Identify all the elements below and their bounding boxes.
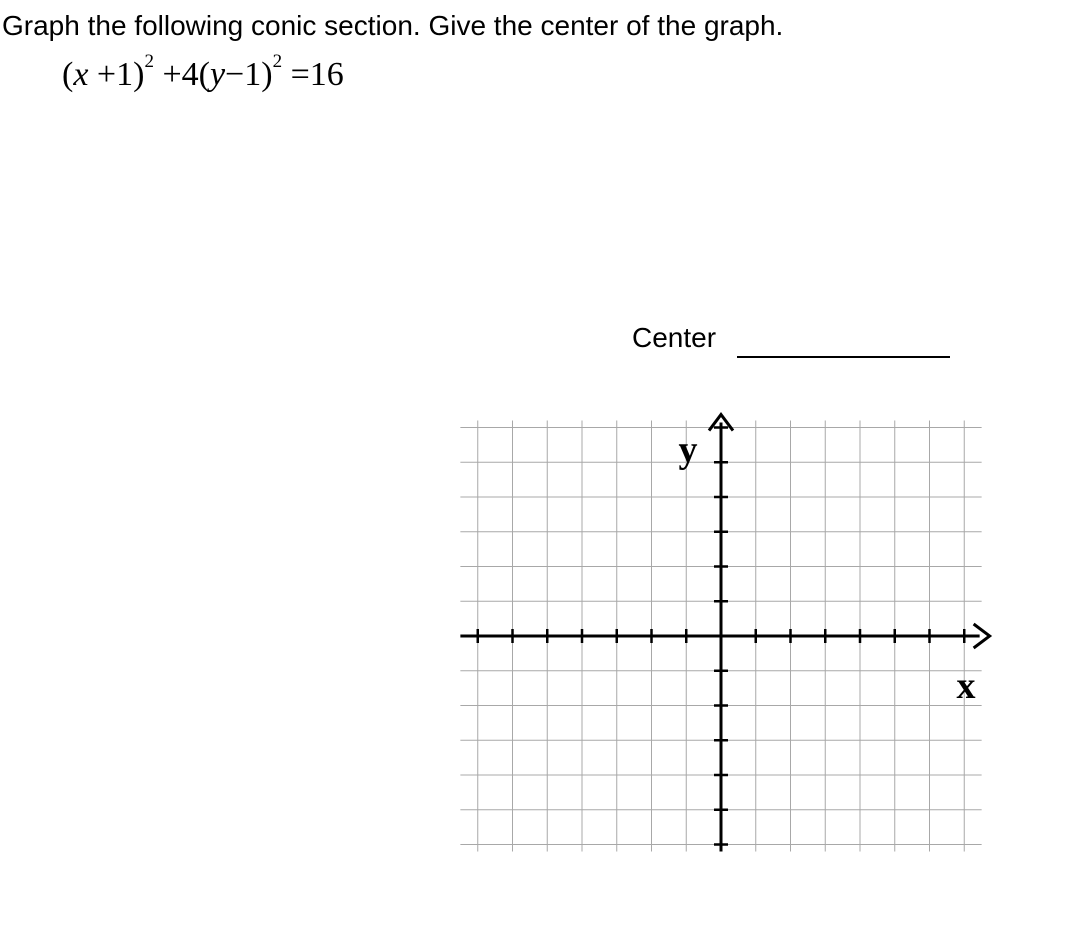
problem-instruction: Graph the following conic section. Give the center of the graph. xyxy=(2,10,784,41)
y-axis-label: y xyxy=(678,429,698,471)
eq-paren-close-1: ) xyxy=(133,56,145,93)
eq-minus: − xyxy=(225,56,245,93)
eq-one-1: 1 xyxy=(116,56,134,93)
eq-plus-2: + xyxy=(162,56,182,93)
eq-var-y: y xyxy=(209,56,226,93)
center-answer-label: Center xyxy=(632,322,717,353)
eq-plus-1: + xyxy=(96,56,117,93)
eq-exponent-1: 2 xyxy=(144,50,154,72)
axes xyxy=(460,415,989,852)
eq-rhs: 16 xyxy=(309,56,344,93)
eq-var-x: x xyxy=(73,56,89,93)
eq-equals: = xyxy=(290,56,310,93)
eq-paren-open-2: ( xyxy=(198,56,210,93)
eq-one-2: 1 xyxy=(244,56,262,93)
eq-exponent-2: 2 xyxy=(272,50,283,72)
eq-paren-open-1: ( xyxy=(62,56,74,93)
eq-coefficient: 4 xyxy=(181,56,199,93)
eq-paren-close-2: ) xyxy=(261,56,273,93)
x-axis-label: x xyxy=(956,665,976,707)
